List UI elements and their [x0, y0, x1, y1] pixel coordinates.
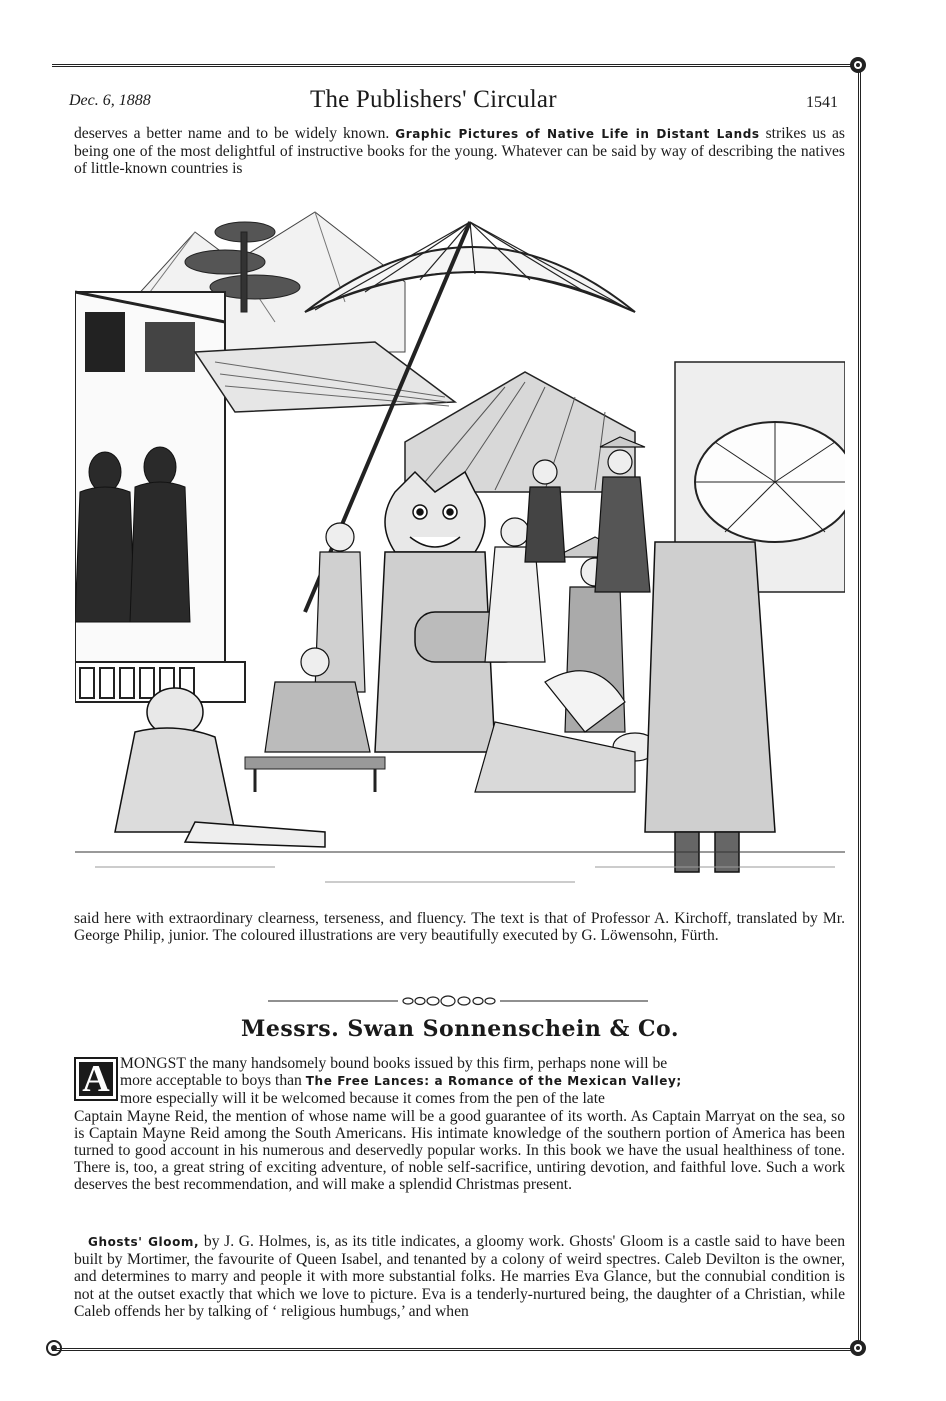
- intro-text-part1: deserves a better name and to be widely known.: [74, 125, 390, 142]
- para1-line3: more especially will it be welcomed because it comes from the pen of the late: [120, 1090, 605, 1108]
- para1-line2: [74, 1072, 845, 1090]
- drop-cap: A: [74, 1057, 118, 1101]
- top-border-rule: [52, 64, 860, 67]
- para1-rest: Captain Mayne Reid, the mention of whose name will be a good guarantee of its worth. As Captain Marryat on the sea, so is Captain Mayne Reid among the South Americans. His intimate knowledge of the southern portion of America has been turned to good account in his numerous and deservedly popular works. In this book we have the usual healthiness of tone. There is, too, a great string of exciting adventure, of noble self-sacrifice, untiring devotion, and faithful love. Such a work deserves the best recommendation, and will make a splendid Christmas present.: [74, 1107, 845, 1194]
- page-number: 1541: [806, 94, 838, 111]
- continuation-paragraph: [74, 910, 845, 944]
- corner-ornament-icon: [44, 1338, 64, 1358]
- section-heading: Messrs. Swan Sonnenschein & Co.: [241, 1016, 679, 1042]
- intro-text-part2: strikes us as being one of the most delightful of instructive books for the young. Whatever can be said by way of describing the natives of little-known countries is: [74, 125, 846, 178]
- engraving-illustration: [75, 192, 845, 910]
- book-title-ghosts-gloom: Ghosts' Gloom,: [88, 1235, 200, 1249]
- continuation-text: said here with extraordinary clearness, terseness, and fluency. The text is that of Professor A. Kirchoff, translated by Mr. George Philip, junior. The coloured illustrations are very beautifully executed by G. Löwensohn, Fürth.: [74, 910, 845, 945]
- ornamental-divider: [268, 995, 648, 1007]
- bottom-border-rule: [52, 1348, 860, 1351]
- corner-ornament-icon: [848, 1338, 868, 1358]
- corner-ornament-icon: [848, 55, 868, 75]
- para2-rest: by J. G. Holmes, is, as its title indicates, a gloomy work. Ghosts' Gloom is a castle said to have been built by Mortimer, the favourite of Queen Isabel, and tenanted by a colony of weird spectres. Caleb Devilton is the owner, and determines to marry and people it with more substantial folks. He marries Eva Glance, but the connubial condition is not at the outset exactly that which we love to picture. Eva is a tenderly-nurtured being, the daughter of a Christian, while Caleb offends her by talking of ‘ religious humbugs,’ and when: [74, 1233, 845, 1320]
- book-title-graphic-pictures: Graphic Pictures of Native Life in Distant Lands: [395, 127, 760, 141]
- publication-title: The Publishers' Circular: [310, 86, 557, 113]
- section-paragraph-1: [74, 1055, 845, 1194]
- intro-paragraph: [74, 125, 845, 178]
- book-title-free-lances: The Free Lances: a Romance of the Mexican Valley;: [305, 1074, 682, 1089]
- section-paragraph-2: [74, 1233, 845, 1320]
- para1-line1: MONGST the many handsomely bound books issued by this firm, perhaps none will be: [120, 1055, 668, 1072]
- para1-line2-text: more acceptable to boys than: [120, 1072, 302, 1090]
- issue-date: Dec. 6, 1888: [69, 92, 151, 109]
- right-border-rule: [858, 58, 861, 1354]
